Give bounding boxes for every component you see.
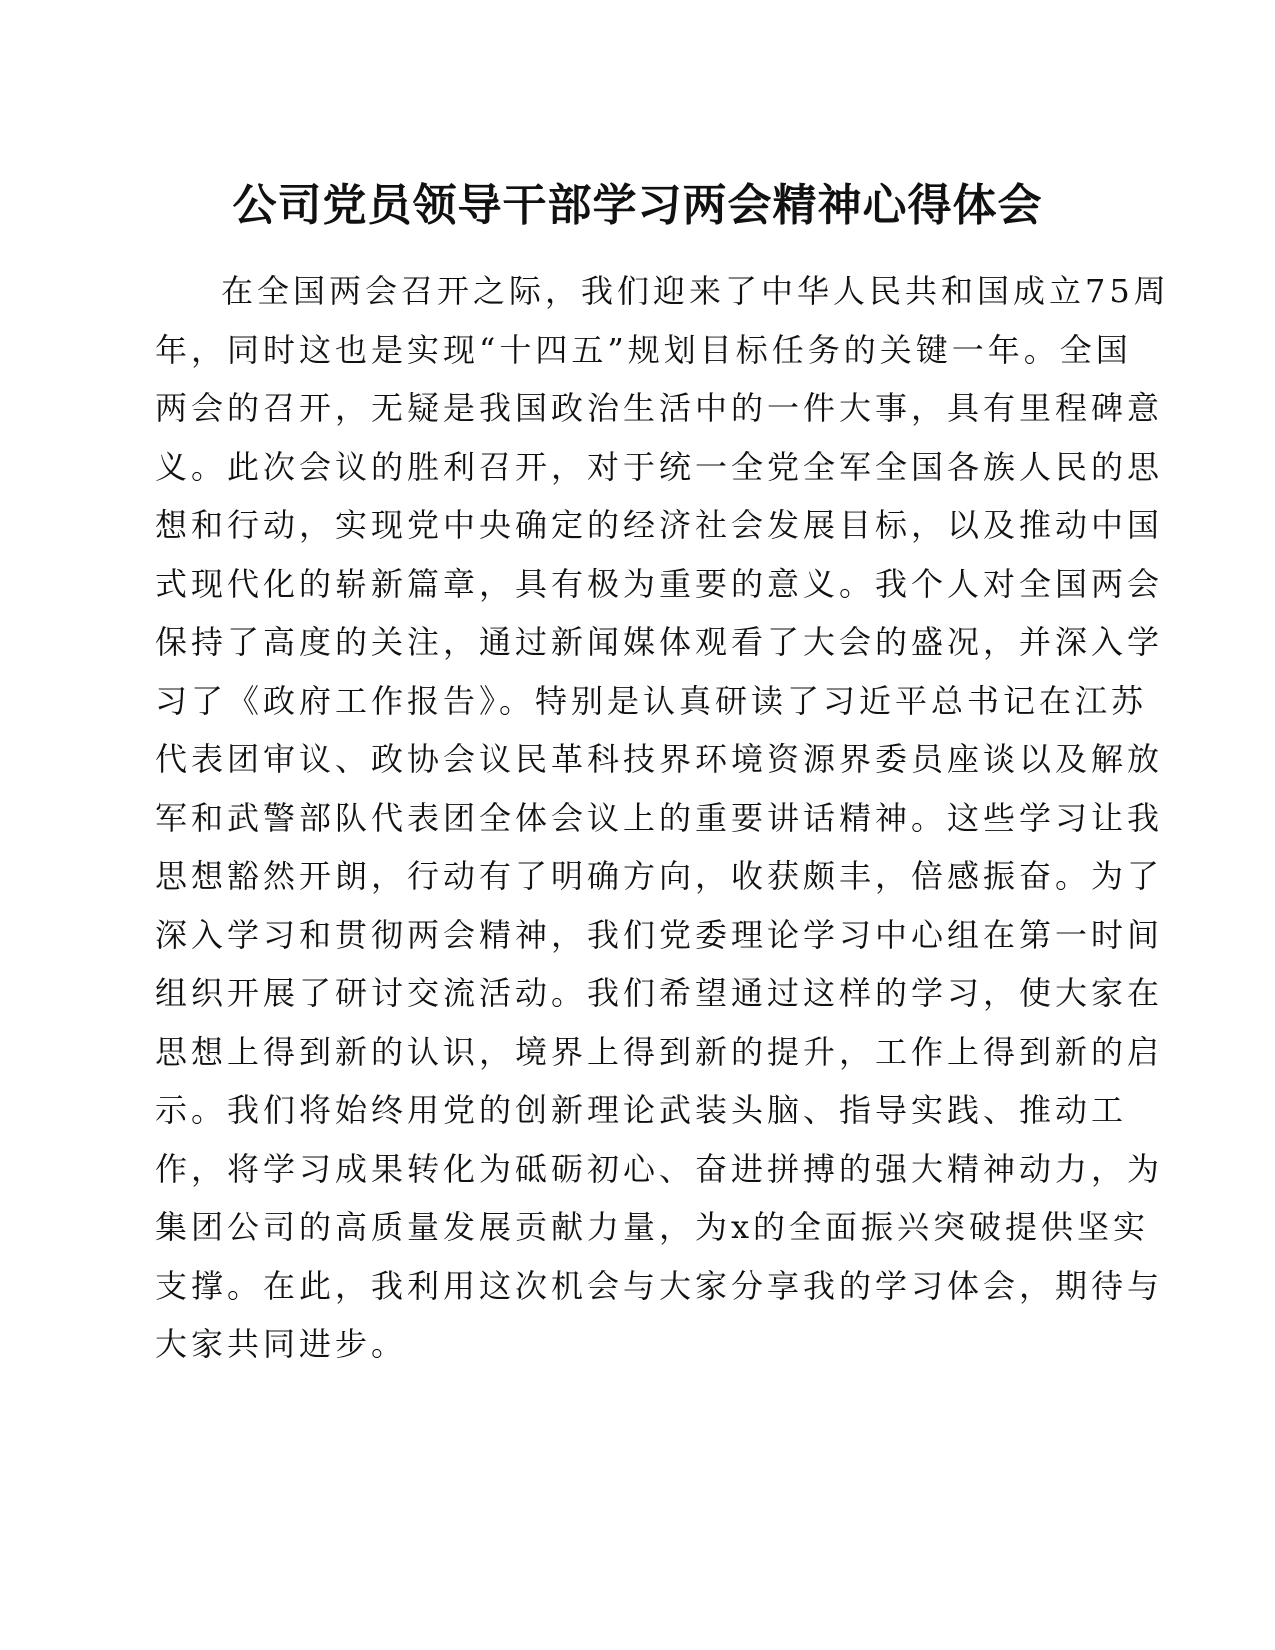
- body-line: 深入学习和贯彻两会精神，我们党委理论学习中心组在第一时间: [155, 915, 1164, 954]
- body-line: 组织开展了研讨交流活动。我们希望通过这样的学习，使大家在: [155, 974, 1164, 1012]
- body-line: 义。此次会议的胜利召开，对于统一全党全军全国各族人民的思: [155, 447, 1164, 486]
- document-title: 公司党员领导干部学习两会精神心得体会: [232, 180, 1043, 231]
- body-line: 集团公司的高质量发展贡献力量，为x的全面振兴突破提供坚实: [155, 1208, 1150, 1246]
- body-line: 作，将学习成果转化为砥砺初心、奋进拼搏的强大精神动力，为: [155, 1149, 1164, 1188]
- body-line: 式现代化的崭新篇章，具有极为重要的意义。我个人对全国两会: [155, 564, 1164, 603]
- body-line: 想和行动，实现党中央确定的经济社会发展目标，以及推动中国: [155, 506, 1164, 544]
- body-line: 思想豁然开朗，行动有了明确方向，收获颇丰，倍感振奋。为了: [155, 857, 1164, 895]
- body-line: 示。我们将始终用党的创新理论武装头脑、指导实践、推动工: [155, 1091, 1128, 1129]
- body-line: 大家共同进步。: [155, 1325, 408, 1363]
- body-line: 两会的召开，无疑是我国政治生活中的一件大事，具有里程碑意: [155, 389, 1164, 427]
- body-line: 支撑。在此，我利用这次机会与大家分享我的学习体会，期待与: [155, 1266, 1164, 1305]
- body-line: 代表团审议、政协会议民革科技界环境资源界委员座谈以及解放: [155, 740, 1164, 778]
- document-body: [155, 262, 1170, 1374]
- body-line: 习了《政府工作报告》。特别是认真研读了习近平总书记在江苏: [155, 681, 1148, 720]
- body-line: 在全国两会召开之际，我们迎来了中华人民共和国成立75周: [221, 272, 1170, 310]
- body-line: 年，同时这也是实现“十四五”规划目标任务的关键一年。全国: [155, 330, 1132, 369]
- body-line: 军和武警部队代表团全体会议上的重要讲话精神。这些学习让我: [155, 798, 1164, 837]
- body-line: 思想上得到新的认识，境界上得到新的提升，工作上得到新的启: [155, 1032, 1164, 1071]
- body-line: 保持了高度的关注，通过新闻媒体观看了大会的盛况，并深入学: [155, 623, 1164, 661]
